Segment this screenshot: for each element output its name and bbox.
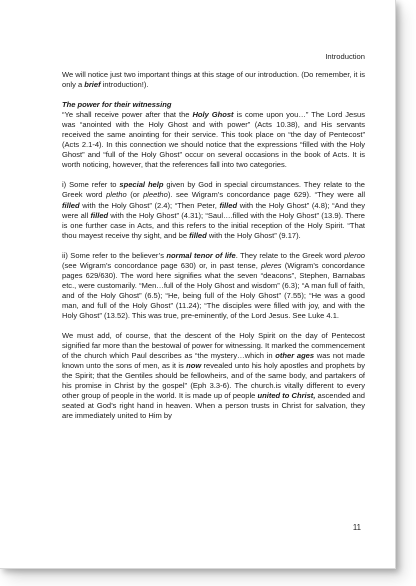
section-heading: The power for their witnessing [62,100,172,110]
paragraph-special-help [62,180,365,240]
text-run: We must add, of course, that the descent of the Holy Spirit on the day of Pentecost signified far more than the bestowal of power for witnessing. It marked the commencement of the church which Paul describes as “the mystery…which in [62,331,365,361]
text-run: (see Wigram’s concordance page 630) or, in past tense, [62,260,261,270]
emphasis-other-ages: other ages [275,351,315,361]
text-run: with the Holy Ghost” (4.8); “And they were all [62,200,366,220]
text-run: We will notice just two important things at this stage of our introduction. (Do remember, it is only a [62,70,365,90]
text-run: ascended and seated at God’s right hand in heaven. When a person trusts in Christ for salvation, they are immediately united to Him by [62,391,365,421]
page-body [62,70,365,431]
greek-word: pletho [106,190,127,200]
paragraph-pentecost [62,331,365,421]
greek-word: pleroo [344,250,365,260]
text-run: ). see Wigram’s concordance page 629). “They were all [167,190,366,200]
emphasis-filled: filled [189,230,207,240]
text-run: with the Holy Ghost” (4.31); “Saul….filled with the Holy Ghost” (13.9). There is one further case in Acts, and this refers to the initial reception of the Holy Spirit. “That thou mayest receive thy sight, and be [62,210,365,240]
greek-word: pleres [261,260,282,270]
text-run: (Wigram’s concordance pages 629/630). The word here signifies what the seven “deacons”, Stephen, Barnabas etc., were customarily. “Men…full of the Holy Ghost and wisdom” (6.3); “A man full of faith, and of the Holy Ghost” (6.5); “He, being full of the Holy Ghost” (7.55); “He was a good man, and full of the Holy Ghost” (11.24); “The disciples were filled with joy, and with the Holy Ghost” (13.52). This was true, pre-eminently, of the Lord Jesus. See Luke 4.1. [62,260,365,320]
text-run: “Ye shall receive power after that the [62,110,193,120]
text-run: was not made known unto the sons of men, as it is [62,351,365,371]
paragraph-normal-tenor [62,251,365,321]
text-run: i) Some refer to [62,180,120,190]
emphasis-filled: filled [90,210,109,220]
text-run: ii) Some refer to the believer’s [62,250,167,260]
text-run: . They relate to the Greek word [235,250,344,260]
greek-word: pleetho [143,190,168,200]
emphasis-holy-ghost: Holy Ghost [192,110,234,120]
emphasis-now: now [186,361,202,371]
text-run: with the Holy Ghost” (2.4); “Then Peter, [79,200,220,210]
text-run: with the Holy Ghost” (9.17). [206,230,301,240]
text-run: revealed unto his holy apostles and prophets by the Spirit; that the Gentiles should be fellowheirs, and of the same body, and partakers of his promise in Christ by the gospel” (Eph 3.3-6). The church.is vitally different to every other group of people in the world. It is made up of people [62,361,365,401]
text-run: introduction!). [100,80,149,90]
page-number: 11 [352,523,361,532]
text-run: is come upon you…” The Lord Jesus was “anointed with the Holy Ghost and with power” (Acts 10.38), and His servants received the same anointing for their service. This took place on “the day of Pentecost” (Acts 2.1-4). In this connection we should notice that the expressions “filled with the Holy Ghost” and “full of the Holy Ghost” occur on several occasions in the book of Acts. It is worth noticing, however, that the references fall into two categories. [62,110,365,170]
paragraph-power [62,110,365,170]
text-run: given by God in special circumstances. They relate to the Greek word [62,180,366,200]
running-header: Introduction [325,52,365,61]
emphasis-normal-tenor: normal tenor of life [166,250,236,260]
emphasis-special-help: special help [119,180,164,190]
emphasis-filled: filled [62,200,80,210]
emphasis-filled: filled [219,200,238,210]
emphasis-united-to-christ: united to Christ, [257,391,316,401]
text-run: (or [126,190,144,200]
emphasis-brief: brief [84,80,101,90]
paragraph-intro [62,70,365,90]
